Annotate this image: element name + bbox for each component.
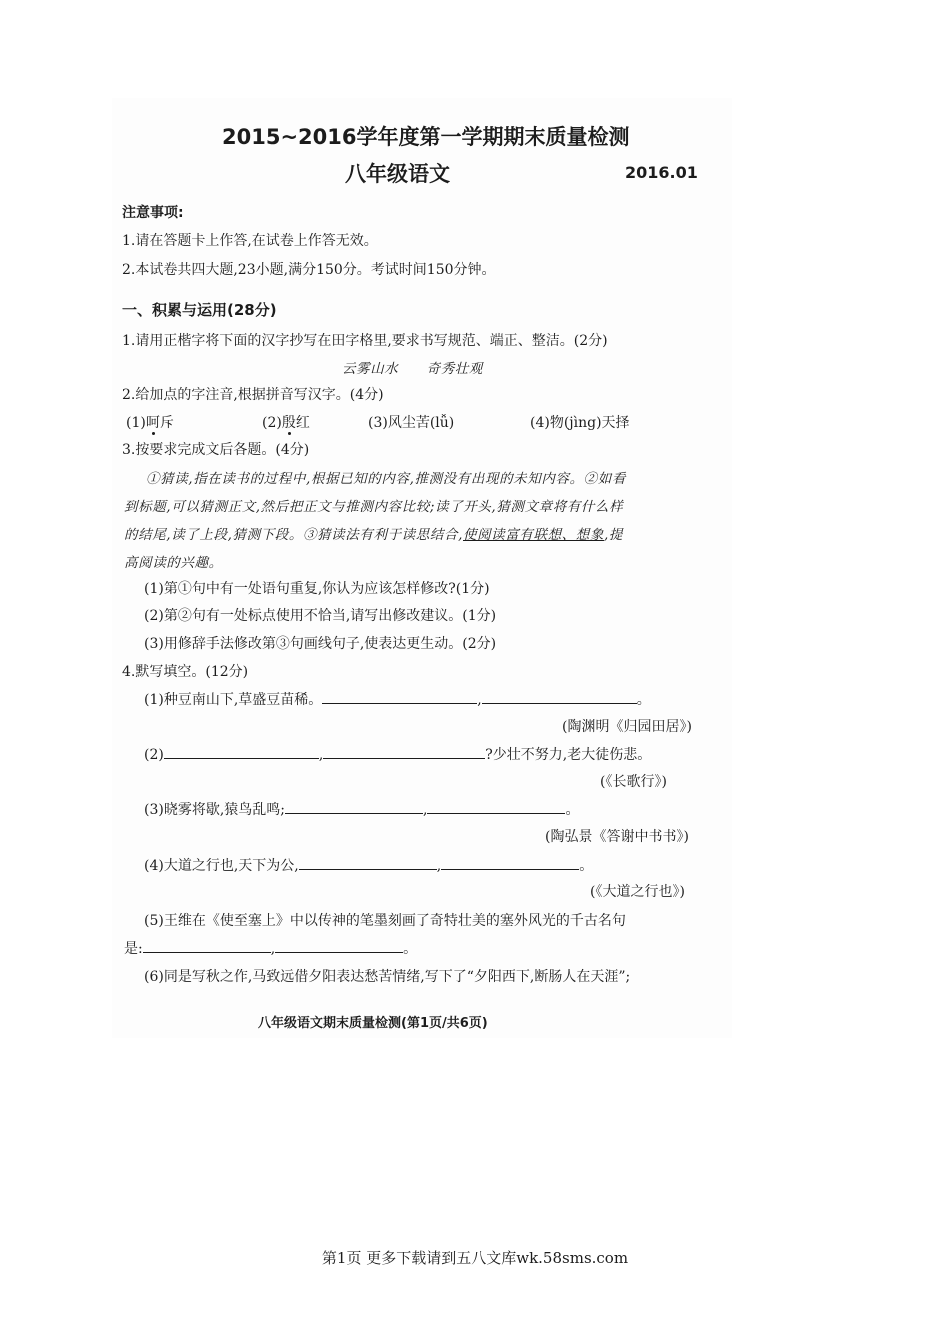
exam-date: 2016.01: [625, 163, 698, 182]
q4-line-1-source: (陶渊明《归园田居》): [562, 719, 692, 735]
answer-blank[interactable]: [285, 799, 423, 814]
q3-underlined-sentence: 使阅读富有联想、想象: [462, 527, 604, 543]
q2-item-1-num: (1): [126, 415, 146, 431]
comma: ,: [270, 941, 276, 957]
section1-heading: 一、积累与运用(28分): [122, 301, 277, 319]
exam-title: 2015~2016学年度第一学期期末质量检测: [222, 125, 630, 149]
q4-line-2: [144, 744, 651, 764]
comma: ,: [477, 692, 482, 708]
answer-blank[interactable]: [322, 689, 477, 704]
answer-blank[interactable]: [164, 744, 319, 759]
q3-prompt: 3.按要求完成文后各题。(4分): [122, 442, 310, 458]
q4-line-1: [144, 689, 651, 709]
q3-passage-line-2: 到标题,可以猜测正文,然后把正文与推测内容比较;读了开头,猜测文章将有什么样: [124, 499, 624, 515]
q3-passage-line-3-end: ,提: [603, 527, 623, 543]
note-item-1: 1.请在答题卡上作答,在试卷上作答无效。: [122, 233, 378, 249]
q2-item-2-num: (2): [262, 415, 282, 431]
q2-item-1-dotted-char: 呵: [145, 415, 160, 431]
q2-item-1: [126, 412, 174, 432]
q3-sub-3: (3)用修辞手法修改第③句画线句子,使表达更生动。(2分): [144, 636, 497, 652]
q4-line-3: [144, 799, 579, 819]
q4-line-5: (5)王维在《使至塞上》中以传神的笔墨刻画了奇特壮美的塞外风光的千古名句: [144, 913, 626, 929]
q3-sub-2: (2)第②句有一处标点使用不恰当,请写出修改建议。(1分): [144, 608, 497, 624]
q4-line-5b: [124, 938, 417, 958]
period: 。: [636, 692, 651, 708]
q1-characters: 云雾山水 奇秀壮观: [342, 361, 483, 377]
q2-prompt: 2.给加点的字注音,根据拼音写汉字。(4分): [122, 387, 384, 403]
q4-line-4: [144, 855, 593, 875]
q2-item-2-rest: 红: [295, 415, 310, 431]
comma: ,: [318, 747, 324, 763]
period: 。: [579, 858, 594, 874]
note-item-2: 2.本试卷共四大题,23小题,满分150分。考试时间150分钟。: [122, 262, 496, 278]
document-footer: 第1页 更多下载请到五八文库wk.58sms.com: [321, 1249, 629, 1267]
exam-page-footer: 八年级语文期末质量检测(第1页/共6页): [258, 1016, 488, 1031]
answer-blank[interactable]: [275, 938, 403, 953]
q4-line-5b-text: 是:: [124, 941, 143, 957]
period: 。: [403, 941, 418, 957]
answer-blank[interactable]: [299, 855, 437, 870]
q3-passage-line-3: [124, 523, 623, 543]
answer-blank[interactable]: [427, 799, 565, 814]
q2-item-2-dotted-char: 殷: [281, 415, 296, 431]
q3-passage-line-1: ①猜读,指在读书的过程中,根据已知的内容,推测没有出现的未知内容。②如看: [146, 471, 626, 487]
notes-heading: 注意事项:: [122, 205, 184, 221]
q3-passage-line-4: 高阅读的兴趣。: [124, 555, 223, 571]
q4-line-1-text: (1)种豆南山下,草盛豆苗稀。: [144, 692, 323, 708]
q3-sub-1: (1)第①句中有一处语句重复,你认为应该怎样修改?(1分): [144, 581, 490, 597]
q4-line-3-text: (3)晓雾将歇,猿鸟乱鸣;: [144, 802, 285, 818]
q2-item-1-rest: 斥: [159, 415, 174, 431]
comma: ,: [423, 802, 428, 818]
q4-line-2-source: (《长歌行》): [600, 774, 667, 790]
q4-line-4-text: (4)大道之行也,天下为公,: [144, 858, 299, 874]
q2-item-2: [262, 412, 310, 432]
answer-blank[interactable]: [482, 689, 637, 704]
answer-blank[interactable]: [441, 855, 579, 870]
q4-line-6: (6)同是写秋之作,马致远借夕阳表达愁苦情绪,写下了“夕阳西下,断肠人在天涯”;: [144, 969, 631, 985]
comma: ,: [436, 858, 442, 874]
q4-line-2-num: (2): [144, 747, 164, 763]
period: 。: [565, 802, 580, 818]
q3-passage-line-3-start: 的结尾,读了上段,猜测下段。③猜读法有利于读思结合,: [124, 527, 463, 543]
q1-prompt: 1.请用正楷字将下面的汉字抄写在田字格里,要求书写规范、端正、整洁。(2分): [122, 333, 608, 349]
exam-subject: 八年级语文: [345, 162, 450, 186]
q4-line-3-source: (陶弘景《答谢中书书》): [545, 829, 689, 845]
q4-line-4-source: (《大道之行也》): [590, 884, 685, 900]
q4-prompt: 4.默写填空。(12分): [122, 664, 249, 680]
q2-item-3: (3)风尘苦(lǚ): [368, 415, 455, 431]
answer-blank[interactable]: [143, 938, 271, 953]
q4-line-2-text: ?少壮不努力,老大徒伤悲。: [485, 747, 652, 763]
q2-item-4: (4)物(jìng)天择: [530, 415, 630, 431]
answer-blank[interactable]: [323, 744, 485, 759]
